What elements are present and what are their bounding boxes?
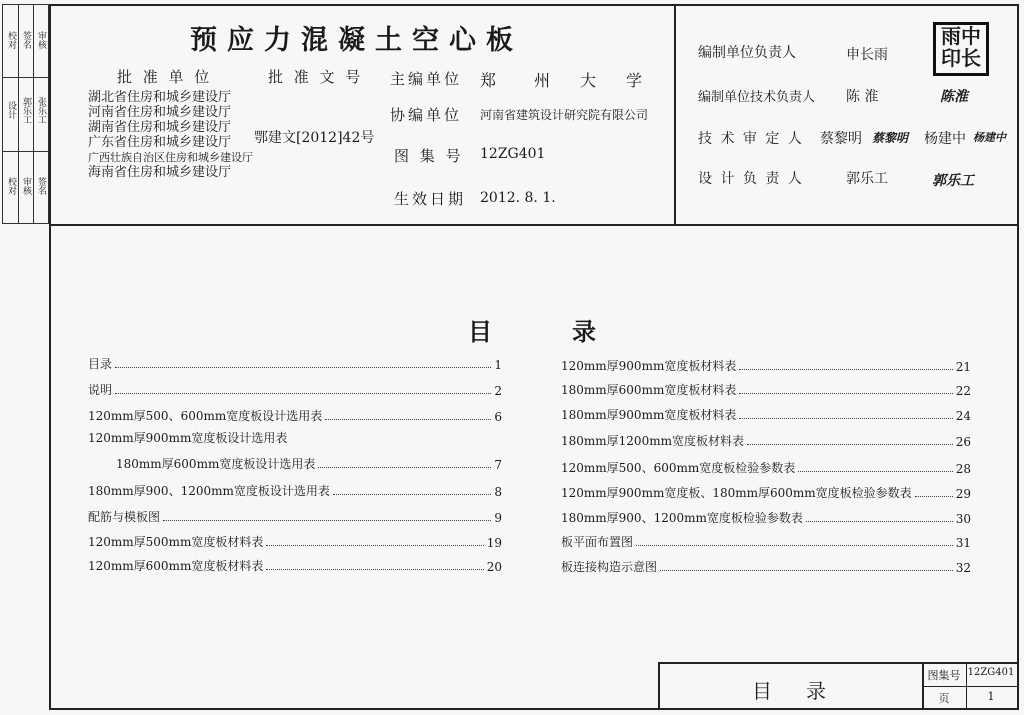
atlas-no-value: 12ZG401 [480, 146, 546, 162]
toc-heading-char: 录 [572, 317, 596, 346]
title-block-divider [922, 686, 1017, 687]
signature-design-lead: 郭乐工 [932, 173, 974, 189]
toc-entry-page: 32 [955, 561, 971, 575]
toc-leader [163, 520, 491, 521]
toc-entry[interactable] [88, 509, 502, 525]
atlas-no-label: 图 集 号 [394, 147, 464, 165]
toc-entry-page: 9 [494, 511, 502, 525]
header-divider [49, 224, 1019, 226]
toc-entry-title: 配筋与模板图 [88, 510, 161, 524]
toc-entry-title: 120mm厚900mm宽度板、180mm厚600mm宽度板检验参数表 [561, 486, 912, 500]
chief-unit-value-1: 郑 [480, 71, 497, 90]
toc-entry-page: 1 [494, 358, 502, 372]
seal-text-line: 印长 [941, 46, 981, 70]
toc-entry-page: 21 [955, 360, 971, 374]
toc-entry[interactable] [88, 558, 502, 574]
toc-entry-page: 29 [955, 487, 971, 501]
toc-entry[interactable] [561, 559, 971, 575]
toc-entry-title: 180mm厚600mm宽度板材料表 [561, 383, 737, 397]
approval-unit: 广西壮族自治区住房和城乡建设厅 [88, 151, 253, 164]
toc-leader [333, 494, 491, 495]
toc-entry-title: 180mm厚1200mm宽度板材料表 [561, 434, 744, 448]
toc-entry-page: 20 [486, 560, 502, 574]
toc-entry[interactable] [88, 408, 502, 424]
approval-unit: 海南省住房和城乡建设厅 [88, 165, 232, 180]
toc-entry-title: 120mm厚500、600mm宽度板设计选用表 [88, 409, 323, 423]
toc-entry-page: 30 [955, 512, 971, 526]
toc-entry[interactable] [561, 433, 971, 449]
toc-entry[interactable] [561, 485, 971, 501]
toc-entry[interactable] [88, 534, 502, 550]
staff-name-unit-head: 申长雨 [846, 47, 888, 63]
toc-entry-title: 板连接构造示意图 [561, 560, 658, 574]
approval-units-list [88, 90, 253, 180]
toc-leader [798, 471, 952, 472]
title-block-page-label: 页 [938, 692, 950, 705]
co-unit-value: 河南省建筑设计研究院有限公司 [480, 108, 649, 122]
toc-leader [115, 393, 491, 394]
toc-entry[interactable] [561, 358, 971, 374]
toc-entry-title: 板平面布置图 [561, 535, 634, 549]
toc-entry-page: 24 [955, 409, 971, 423]
effective-date-value: 2012. 8. 1. [480, 190, 556, 206]
toc-entry[interactable] [88, 356, 502, 372]
staff-label-unit-head: 编制单位负责人 [698, 45, 796, 61]
toc-leader [266, 569, 483, 570]
approval-unit: 河南省住房和城乡建设厅 [88, 105, 232, 120]
toc-entry-page: 19 [486, 536, 502, 550]
toc-entry[interactable] [561, 382, 971, 398]
strip-label: 审核 [36, 31, 46, 49]
staff-name-reviewer-b: 杨建中 [924, 131, 966, 147]
approval-unit-label: 批 准 单 位 [117, 68, 213, 86]
approval-doc-label: 批 准 文 号 [268, 68, 364, 86]
staff-label-reviewer: 技 术 审 定 人 [698, 131, 804, 147]
margin-signature-strip [2, 4, 49, 224]
title-block-name-char: 目 [752, 679, 772, 703]
seal-text-line: 雨中 [941, 24, 981, 48]
toc-entry-title: 180mm厚600mm宽度板设计选用表 [116, 457, 316, 471]
strip-divider [3, 77, 48, 78]
signature-reviewer-a: 蔡黎明 [872, 131, 909, 145]
title-block-page-value: 1 [987, 690, 995, 703]
toc-entry-page: 31 [955, 536, 971, 550]
toc-entry-title: 目录 [88, 357, 113, 371]
toc-entry-title: 120mm厚500、600mm宽度板检验参数表 [561, 461, 796, 475]
toc-heading-char: 目 [468, 317, 492, 346]
toc-entry-page: 28 [955, 462, 971, 476]
toc-leader [747, 444, 953, 445]
toc-leader [739, 393, 952, 394]
toc-leader [660, 570, 953, 571]
approval-unit: 湖南省住房和城乡建设厅 [88, 120, 232, 135]
approval-unit: 广东省住房和城乡建设厅 [88, 135, 232, 150]
seal-stamp [933, 22, 989, 76]
staff-name-reviewer-a: 蔡黎明 [820, 131, 862, 147]
toc-leader [739, 418, 952, 419]
strip-label: 校对 [6, 177, 16, 195]
toc-leader [318, 467, 491, 468]
toc-entry[interactable] [88, 483, 502, 499]
strip-label: 校对 [6, 31, 16, 49]
toc-entry[interactable] [561, 534, 971, 550]
chief-unit-value-4: 学 [626, 71, 643, 90]
chief-unit-value-2: 州 [534, 71, 551, 90]
toc-entry-title: 120mm厚500mm宽度板材料表 [88, 535, 264, 549]
toc-entry[interactable] [88, 430, 502, 446]
toc-entry-page: 22 [955, 384, 971, 398]
approval-doc-number: 鄂建文[2012]42号 [254, 130, 375, 146]
chief-unit-value-3: 大 [580, 71, 597, 90]
toc-entry-title: 180mm厚900mm宽度板材料表 [561, 408, 737, 422]
co-unit-label: 协编单位 [390, 106, 463, 124]
staff-name-tech-head: 陈 淮 [846, 89, 879, 105]
toc-entry-title: 120mm厚600mm宽度板材料表 [88, 559, 264, 573]
document-title: 预应力混凝土空心板 [190, 25, 523, 56]
toc-entry-page: 8 [494, 485, 502, 499]
signature-tech-head: 陈淮 [940, 89, 968, 105]
effective-date-label: 生效日期 [394, 190, 467, 208]
title-block-name-char: 录 [806, 679, 826, 703]
title-block-atlas-label: 图集号 [927, 669, 961, 682]
toc-leader [266, 545, 483, 546]
toc-leader [739, 369, 952, 370]
toc-entry-title: 180mm厚900、1200mm宽度板检验参数表 [561, 511, 803, 525]
strip-label: 张乐工 [36, 97, 46, 124]
toc-entry-page: 7 [494, 458, 502, 472]
toc-leader [915, 496, 953, 497]
toc-entry-title: 180mm厚900、1200mm宽度板设计选用表 [88, 484, 330, 498]
toc-entry[interactable] [561, 510, 971, 526]
header-column-divider [674, 4, 676, 224]
strip-label: 设计 [6, 101, 16, 119]
strip-divider [18, 5, 19, 223]
strip-label: 签名 [36, 177, 46, 195]
approval-unit: 湖北省住房和城乡建设厅 [88, 90, 232, 105]
toc-entry[interactable] [116, 456, 502, 472]
toc-entry[interactable] [561, 407, 971, 423]
staff-label-tech-head: 编制单位技术负责人 [698, 90, 816, 105]
toc-leader [115, 367, 491, 368]
strip-divider [3, 151, 48, 152]
toc-entry[interactable] [88, 382, 502, 398]
toc-entry[interactable] [561, 460, 971, 476]
chief-unit-label: 主编单位 [390, 70, 463, 88]
strip-label: 签名 [21, 31, 31, 49]
strip-label: 郭乐工 [21, 97, 31, 124]
title-block-atlas-value: 12ZG401 [967, 667, 1015, 678]
toc-entry-title: 说明 [88, 383, 113, 397]
toc-leader [636, 545, 953, 546]
toc-leader [325, 419, 491, 420]
staff-label-design-lead: 设 计 负 责 人 [698, 171, 804, 187]
toc-entry-page: 26 [955, 435, 971, 449]
toc-entry-page: 6 [494, 410, 502, 424]
toc-entry-title: 120mm厚900mm宽度板设计选用表 [88, 431, 288, 445]
strip-label: 审核 [21, 177, 31, 195]
toc-leader [806, 521, 953, 522]
staff-name-design-lead: 郭乐工 [846, 171, 888, 187]
strip-divider [33, 5, 34, 223]
toc-entry-page: 2 [494, 384, 502, 398]
signature-reviewer-b: 杨建中 [973, 131, 1006, 144]
toc-entry-title: 120mm厚900mm宽度板材料表 [561, 359, 737, 373]
